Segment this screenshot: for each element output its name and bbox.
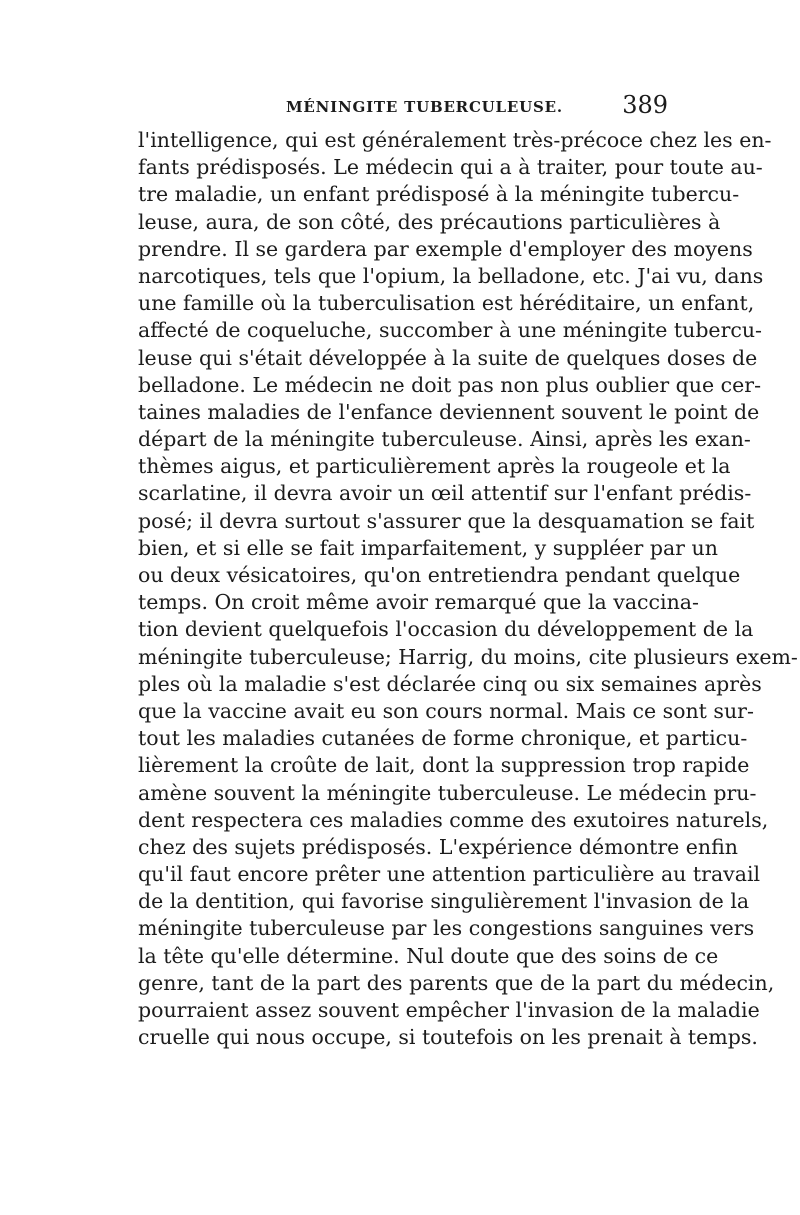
- text-line: thèmes aigus, et particulièrement après la rougeole et la: [138, 454, 731, 479]
- text-line: taines maladies de l'enfance deviennent souvent le point de: [138, 399, 760, 424]
- text-line: tout les maladies cutanées de forme chronique, et particu-: [138, 726, 748, 751]
- text-line: temps. On croit même avoir remarqué que la vaccina-: [138, 590, 699, 615]
- running-title: MÉNINGITE TUBERCULEUSE.: [286, 98, 563, 116]
- text-line: fants prédisposés. Le médecin qui a à traiter, pour toute au-: [138, 155, 763, 180]
- text-line: méningite tuberculeuse; Harrig, du moins, cite plusieurs exem-: [138, 644, 798, 669]
- text-line: amène souvent la méningite tuberculeuse. Le médecin pru-: [138, 780, 757, 805]
- text-line: méningite tuberculeuse par les congestions sanguines vers: [138, 916, 755, 941]
- text-line: leuse, aura, de son côté, des précautions particulières à: [138, 209, 721, 234]
- text-line: chez des sujets prédisposés. L'expérience démontre enfin: [138, 834, 738, 859]
- text-line: ou deux vésicatoires, qu'on entretiendra pendant quelque: [138, 563, 741, 587]
- running-head: [138, 91, 668, 122]
- text-line: qu'il faut encore prêter une attention particulière au travail: [138, 862, 761, 887]
- text-line: cruelle qui nous occupe, si toutefois on les prenait à temps.: [138, 1025, 758, 1050]
- text-line: bien, et si elle se fait imparfaitement, y suppléer par un: [138, 535, 718, 560]
- text-line: dent respectera ces maladies comme des exutoires naturels,: [138, 807, 769, 832]
- text-line: départ de la méningite tuberculeuse. Ainsi, après les exan-: [138, 427, 751, 452]
- text-line: lièrement la croûte de lait, dont la suppression trop rapide: [138, 753, 750, 778]
- text-line: narcotiques, tels que l'opium, la belladone, etc. J'ai vu, dans: [138, 263, 764, 288]
- text-line: la tête qu'elle détermine. Nul doute que des soins de ce: [138, 943, 719, 968]
- page-number: 389: [622, 91, 668, 119]
- text-line: belladone. Le médecin ne doit pas non plus oublier que cer-: [138, 372, 761, 397]
- text-line: une famille où la tuberculisation est héréditaire, un enfant,: [138, 291, 755, 316]
- text-line: prendre. Il se gardera par exemple d'employer des moyens: [138, 236, 753, 261]
- text-line: de la dentition, qui favorise singulièrement l'invasion de la: [138, 889, 750, 914]
- text-line: scarlatine, il devra avoir un œil attentif sur l'enfant prédis-: [138, 481, 752, 506]
- text-line: que la vaccine avait eu son cours normal. Mais ce sont sur-: [138, 698, 754, 723]
- text-line: genre, tant de la part des parents que de la part du médecin,: [138, 970, 775, 995]
- text-line: pourraient assez souvent empêcher l'invasion de la maladie: [138, 998, 760, 1022]
- text-line: tion devient quelquefois l'occasion du développement de la: [138, 617, 754, 642]
- text-line: affecté de coqueluche, succomber à une méningite tubercu-: [138, 318, 762, 343]
- text-line: tre maladie, un enfant prédisposé à la méningite tubercu-: [138, 182, 740, 207]
- text-line: leuse qui s'était développée à la suite de quelques doses de: [138, 345, 758, 370]
- text-line: posé; il devra surtout s'assurer que la desquamation se fait: [138, 508, 755, 533]
- text-line: ples où la maladie s'est déclarée cinq ou six semaines après: [138, 671, 762, 696]
- body-text: [138, 127, 798, 1051]
- text-line: l'intelligence, qui est généralement très-précoce chez les en-: [138, 128, 772, 152]
